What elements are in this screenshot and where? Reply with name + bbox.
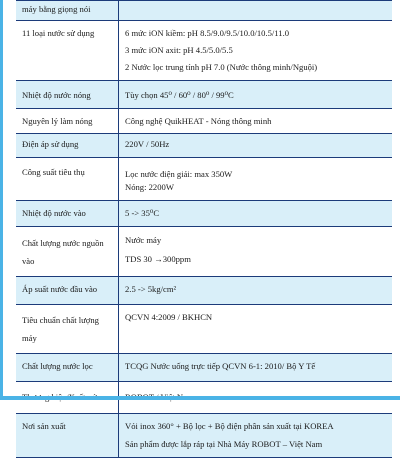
spec-value bbox=[119, 1, 393, 21]
spec-value: 220V / 50Hz bbox=[119, 134, 393, 158]
spec-value: Vỏi inox 360° + Bộ lọc + Bộ điện phân sản xuất tại KOREA Sản phẩm được lắp ráp tại Nhà Máy ROBOT – Việt Nam bbox=[119, 414, 393, 458]
spec-row bbox=[16, 109, 392, 134]
spec-label: Nhiệt độ nước vào bbox=[16, 201, 119, 227]
spec-label: Điện áp sử dụng bbox=[16, 134, 119, 158]
spec-value: 5 -> 35⁰C bbox=[119, 201, 393, 227]
spec-value: 2.5 -> 5kg/cm² bbox=[119, 277, 393, 305]
spec-label: Chất lượng nước nguồn vào bbox=[16, 227, 119, 277]
spec-label: Công suất tiêu thụ bbox=[16, 158, 119, 201]
bottom-accent-bar bbox=[0, 396, 400, 400]
spec-row bbox=[16, 354, 392, 382]
spec-label: Nhiệt độ nước nóng bbox=[16, 81, 119, 109]
spec-value: 6 mức iON kiềm: pH 8.5/9.0/9.5/10.0/10.5/11.0 3 mức iON axit: pH 4.5/5.0/5.5 2 Nước lọc trung tính pH 7.0 (Nước thông minh/Nguội) bbox=[119, 21, 393, 81]
spec-label: Nguyên lý làm nóng bbox=[16, 109, 119, 134]
spec-row bbox=[16, 414, 392, 458]
spec-row bbox=[16, 81, 392, 109]
spec-value: QCVN 4:2009 / BKHCN bbox=[119, 305, 393, 354]
spec-table-wrapper bbox=[16, 0, 392, 458]
spec-row bbox=[16, 277, 392, 305]
spec-value: TCQG Nước uống trực tiếp QCVN 6-1: 2010/ Bộ Y Tế bbox=[119, 354, 393, 382]
spec-row bbox=[16, 305, 392, 354]
spec-label: máy bằng giọng nói bbox=[16, 1, 119, 21]
spec-row bbox=[16, 134, 392, 158]
spec-row bbox=[16, 227, 392, 277]
spec-value: Nước máy TDS 30 →300ppm bbox=[119, 227, 393, 277]
spec-value: Lọc nước điện giải: max 350W Nóng: 2200W bbox=[119, 158, 393, 201]
spec-label: Áp suất nước đầu vào bbox=[16, 277, 119, 305]
spec-row bbox=[16, 201, 392, 227]
spec-label: Tiêu chuẩn chất lượng máy bbox=[16, 305, 119, 354]
spec-row bbox=[16, 1, 392, 21]
spec-label: 11 loại nước sử dụng bbox=[16, 21, 119, 81]
spec-table-body bbox=[16, 1, 392, 458]
spec-row bbox=[16, 21, 392, 81]
spec-table bbox=[16, 0, 392, 458]
spec-value: Công nghệ QuikHEAT - Nóng thông minh bbox=[119, 109, 393, 134]
spec-row bbox=[16, 158, 392, 201]
spec-label: Chất lượng nước lọc bbox=[16, 354, 119, 382]
spec-value: Tùy chọn 45⁰ / 60⁰ / 80⁰ / 99⁰C bbox=[119, 81, 393, 109]
spec-label: Nơi sản xuất bbox=[16, 414, 119, 458]
left-accent-bar bbox=[0, 0, 3, 400]
